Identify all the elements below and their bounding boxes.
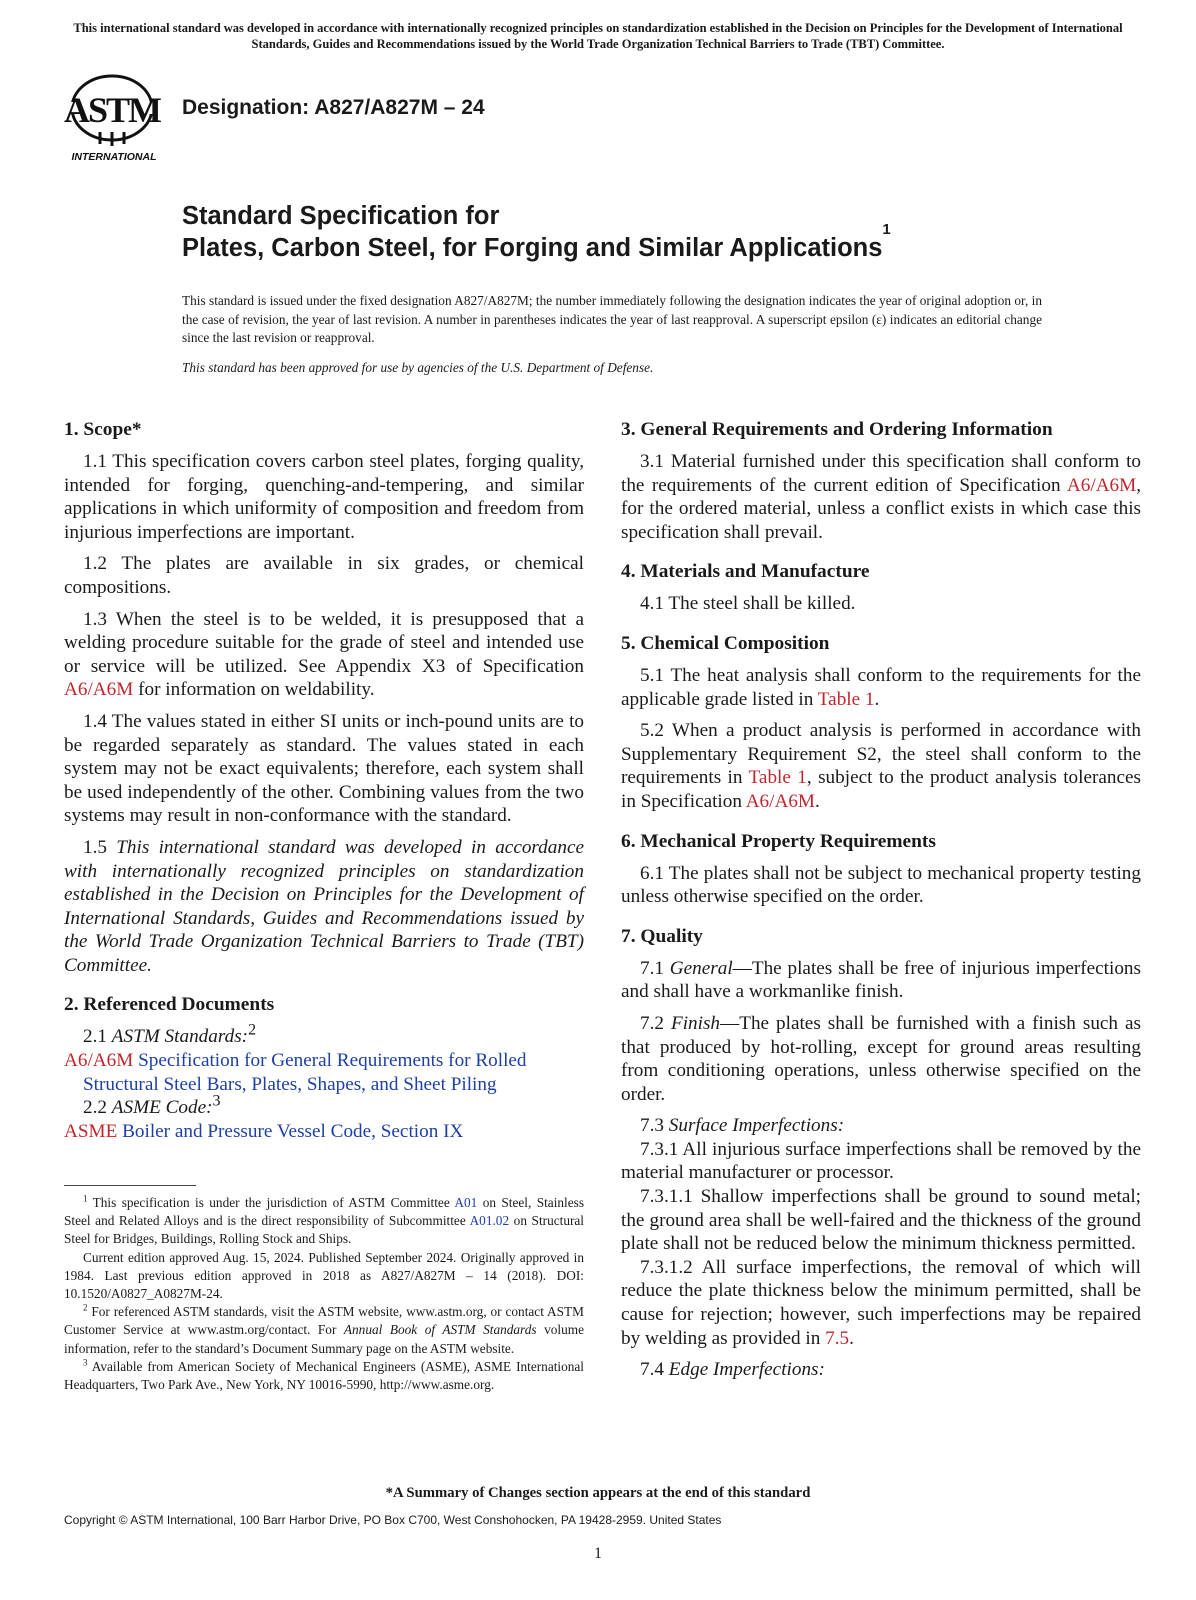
para-4-1: 4.1 The steel shall be killed. (640, 593, 856, 615)
para-7-3-1-2 (621, 1256, 1141, 1350)
footnote-mark-3: 3 (212, 1092, 221, 1110)
footnote-1-text-c: on Structural Steel for Bridges, Buildings, Rolling Stock and Ships. (64, 1213, 584, 1247)
para-7-2 (621, 1012, 1141, 1106)
para-7-2-label: Finish (670, 1012, 721, 1034)
para-7-4-label: Edge Imperfections: (668, 1359, 825, 1381)
para-3-1 (621, 450, 1141, 544)
reference-a6[interactable] (64, 1049, 584, 1096)
para-2-1-text: ASTM Standards: (111, 1026, 249, 1048)
para-1-4: 1.4 The values stated in either SI units or inch-pound units are to be regarded separately as standard. The values stated in each system may not be exact equivalents; therefore, each system shall be used independently of the other. Combining values from the two systems may result in non-conformance with the standard. (64, 710, 584, 827)
summary-of-changes-note: *A Summary of Changes section appears at the end of this standard (385, 1485, 811, 1501)
table-1-link[interactable]: Table 1 (748, 767, 807, 789)
section-5-heading: 5. Chemical Composition (621, 632, 830, 654)
ref-link-a6[interactable]: A6/A6M (745, 790, 815, 812)
para-2-2 (64, 1092, 584, 1120)
para-2-2-text: ASME Code: (111, 1097, 213, 1119)
para-7-2-num: 7.2 (640, 1012, 671, 1034)
page-number: 1 (594, 1545, 602, 1562)
footnote-3-mark: 3 (83, 1357, 88, 1368)
footnote-1-text-b: on Steel, Stainless Steel and Related Alloys and is the direct responsibility of Subcommittee (64, 1195, 584, 1229)
para-3-1-text: 3.1 Material furnished under this specification shall conform to the requirements of the current edition of Specification (621, 451, 1141, 496)
reference-asme-title[interactable]: Boiler and Pressure Vessel Code, Section IX (117, 1120, 464, 1142)
para-5-1-tail: . (874, 688, 880, 710)
title-line-1: Standard Specification for (182, 202, 500, 230)
section-7-heading: 7. Quality (621, 925, 703, 947)
footnote-2-text-b: volume information, refer to the standard’s Document Summary page on the ASTM website. (64, 1322, 584, 1356)
dod-note: This standard has been approved for use by agencies of the U.S. Department of Defense. (182, 360, 654, 375)
para-5-1 (621, 664, 1141, 711)
footnote-3 (64, 1358, 584, 1394)
para-7-3-1-1: 7.3.1.1 Shallow imperfections shall be ground to sound metal; the ground area shall be well-faired and the thickness of the ground plate shall not be reduced below the minimum thickness permitted. (621, 1186, 1141, 1255)
ref-link-a6[interactable]: A6/A6M (64, 679, 134, 701)
para-5-2-text-b: , subject to the product analysis tolerances in Specification (621, 767, 1141, 812)
para-7-1 (621, 957, 1141, 1004)
reference-asme-code[interactable]: ASME (64, 1120, 118, 1142)
para-1-1: 1.1 This specification covers carbon steel plates, forging quality, intended for forging, quenching-and-tempering, and similar applications in which uniformity of composition and freedom from injurious imperfections are important. (64, 451, 584, 543)
logo-subtext: INTERNATIONAL (71, 151, 157, 163)
para-7-3-num: 7.3 (640, 1115, 669, 1137)
ref-link-a6[interactable]: A6/A6M (1066, 474, 1137, 496)
para-7-4-num: 7.4 (640, 1359, 669, 1381)
section-1-heading: 1. Scope* (64, 419, 142, 440)
issued-note: This standard is issued under the fixed designation A827/A827M; the number immediately following the designation indicates the year of original adoption or, in the case of revision, the year of last revision. A number in parentheses indicates the year of last reapproval. A superscript epsilon (ε) indicates an editorial change since the last revision or reapproval. (182, 293, 1042, 345)
reference-asme[interactable] (64, 1120, 584, 1144)
copyright: Copyright © ASTM International, 100 Barr Harbor Drive, PO Box C700, West Conshohocken, PA 19428-2959. United States (64, 1513, 722, 1527)
astm-logo (64, 72, 170, 164)
section-4-heading: 4. Materials and Manufacture (621, 561, 870, 583)
para-7-1-text: —The plates shall be free of injurious imperfections and shall have a workmanlike finish. (621, 957, 1141, 1003)
footnote-1 (64, 1194, 584, 1249)
para-2-1 (64, 1022, 584, 1049)
footnote-2-text: For referenced ASTM standards, visit the ASTM website, www.astm.org, or contact ASTM Customer Service at www.astm.org/contact. For (64, 1304, 584, 1338)
para-1-2: 1.2 The plates are available in six grades, or chemical compositions. (64, 553, 584, 598)
footnote-2 (64, 1303, 584, 1358)
title-text: Plates, Carbon Steel, for Forging and Similar Applications (182, 234, 883, 262)
footnote-rule (64, 1185, 196, 1186)
para-3-1-tail: , for the ordered material, unless a conflict exists in which case this specification shall prevail. (621, 474, 1141, 543)
committee-link[interactable]: A01 (454, 1195, 478, 1210)
title-line-2 (182, 221, 891, 264)
para-7-1-label: General (669, 957, 733, 979)
logo-text: ASTM (64, 90, 161, 130)
section-3-heading: 3. General Requirements and Ordering Information (621, 419, 1053, 440)
table-1-link[interactable]: Table 1 (817, 688, 875, 710)
footnote-mark-2: 2 (248, 1022, 257, 1040)
para-7-3-1-2-text: 7.3.1.2 All surface imperfections, the removal of which will reduce the plate thickness below the minimum permitted, shall be cause for rejection; however, such imperfections may be repaired by welding as provided in (621, 1256, 1141, 1349)
footnote-1-text: This specification is under the jurisdiction of ASTM Committee (87, 1195, 455, 1210)
right-column (621, 418, 1141, 1390)
para-7-3-label: Surface Imperfections: (668, 1115, 845, 1137)
footnote-3-text: Available from American Society of Mechanical Engineers (ASME), ASME International Headquarters, Two Park Ave., New York, NY 10016-5990, http://www.asme.org. (64, 1358, 584, 1393)
left-column (64, 418, 584, 1143)
footnote-1-mark: 1 (83, 1193, 88, 1204)
para-7-3-1-2-tail: . (849, 1327, 854, 1349)
section-2-heading: 2. Referenced Documents (64, 994, 275, 1016)
para-1-5-text: This international standard was developed in accordance with internationally recognized principles on standardization established in the Decision on Principles for the Development of International Standards, Guides and Recommendations issued by the World Trade Organization Technical Barriers to Trade (TBT) Committee. (64, 836, 585, 976)
para-5-2-tail: . (815, 790, 820, 812)
para-2-2-num: 2.2 (83, 1097, 112, 1119)
footnote-2-italic: Annual Book of ASTM Standards (343, 1322, 537, 1338)
reference-a6-code[interactable]: A6/A6M (64, 1050, 134, 1072)
para-1-5-num: 1.5 (83, 836, 117, 858)
reference-a6-title[interactable]: Specification for General Requirements for Rolled Structural Steel Bars, Plates, Shapes, and Sheet Piling (83, 1050, 527, 1095)
para-1-3-tail: for information on weldability. (133, 679, 375, 701)
section-7-5-link[interactable]: 7.5 (825, 1327, 850, 1349)
para-5-2 (621, 719, 1141, 813)
para-6-1: 6.1 The plates shall not be subject to mechanical property testing unless otherwise specified on the order. (621, 862, 1141, 908)
header-notice: This international standard was developed in accordance with internationally recognized principles on standardization established in the Decision on Principles for the Development of International Standards, Guides and Recommendations issued by the World Trade Organization Technical Barriers to Trade (TBT) Committee. (73, 21, 1123, 51)
para-7-2-text: —The plates shall be furnished with a finish such as that produced by hot-rolling, except for ground areas resulting from conditioning operations, unless otherwise specified on the order. (621, 1012, 1141, 1105)
document-title (182, 200, 891, 264)
section-6-heading: 6. Mechanical Property Requirements (621, 830, 936, 852)
designation: Designation: A827/A827M – 24 (182, 96, 485, 119)
footnotes (64, 1186, 584, 1394)
para-7-3 (621, 1114, 1141, 1138)
footnote-2-mark: 2 (83, 1302, 88, 1313)
para-1-3 (64, 608, 584, 702)
footnote-1-edition: Current edition approved Aug. 15, 2024. Published September 2024. Originally approved in 1984. Last previous edition approved in 2018 as A827/A827M – 14 (2018). DOI: 10.1520/A0827_A0827M-24. (64, 1249, 584, 1302)
para-7-1-num: 7.1 (640, 957, 670, 979)
para-1-5 (64, 836, 584, 978)
para-5-1-text: 5.1 The heat analysis shall conform to the requirements for the applicable grade listed in (621, 664, 1141, 710)
para-7-3-1: 7.3.1 All injurious surface imperfections shall be removed by the material manufacturer or processor. (621, 1138, 1141, 1184)
para-1-3-text: 1.3 When the steel is to be welded, it is presupposed that a welding procedure suitable for the grade of steel and intended use or service will be utilized. See Appendix X3 of Specification (64, 608, 584, 677)
para-5-2-text: 5.2 When a product analysis is performed in accordance with Supplementary Requirement S2, the steel shall conform to the requirements in (621, 720, 1141, 789)
title-footnote-mark: 1 (882, 221, 891, 238)
subcommittee-link[interactable]: A01.02 (469, 1213, 510, 1229)
para-2-1-num: 2.1 (83, 1026, 112, 1048)
para-7-4 (621, 1358, 1141, 1382)
